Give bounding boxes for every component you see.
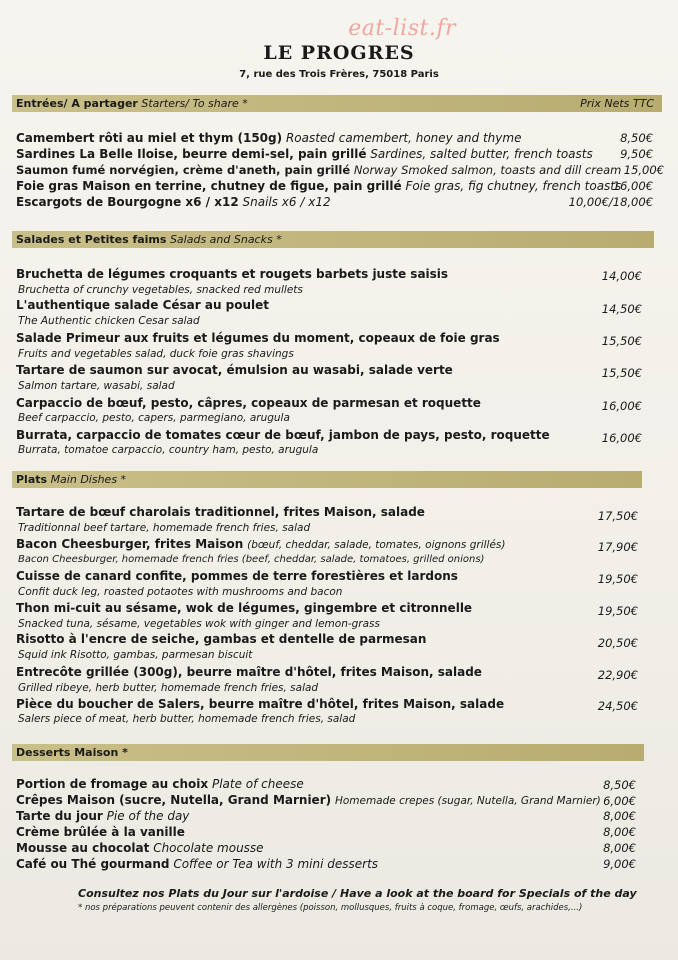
menu-item: Thon mi-cuit au sésame, wok de légumes, gingembre et citronnelle (16, 601, 473, 615)
item-price: 16,00€ (612, 179, 653, 193)
item-price: 19,50€ (597, 572, 638, 586)
menu-item: Tartare de bœuf charolais traditionnel, frites Maison, salade (16, 505, 425, 519)
menu-item: Crêpes Maison (sucre, Nutella, Grand Marnier) Homemade crepes (sugar, Nutella, Grand Marnier) (16, 793, 601, 807)
item-translation: Traditionnal beef tartare, homemade french fries, salad (18, 522, 311, 534)
watermark: eat-list.fr (348, 16, 456, 41)
menu-item: Pièce du boucher de Salers, beurre maître d'hôtel, frites Maison, salade (16, 697, 505, 711)
section-title-fr: Desserts Maison * (16, 746, 128, 759)
section-title-fr: Plats (16, 473, 48, 486)
item-price: 17,90€ (597, 540, 638, 554)
price-note: Prix Nets TTC (580, 97, 654, 110)
menu-item: Bacon Cheesburger, frites Maison (bœuf, cheddar, salade, tomates, oignons grillés) (16, 537, 506, 551)
item-price: 16,00€ (601, 431, 642, 445)
item-price: 6,00€ (603, 794, 636, 808)
section-header-starters (12, 95, 662, 112)
item-translation: Snacked tuna, sésame, vegetables wok with ginger and lemon-grass (18, 618, 380, 630)
menu-item: Carpaccio de bœuf, pesto, câpres, copeaux de parmesan et roquette (16, 396, 481, 410)
section-title-en: Salads and Snacks * (169, 233, 282, 246)
menu-item: Bruchetta de légumes croquants et rougets barbets juste saisis (16, 267, 449, 281)
menu-item: Camembert rôti au miel et thym (150g) Roasted camembert, honey and thyme (16, 131, 522, 145)
section-title-fr: Salades et Petites faims (16, 233, 167, 246)
item-price: 16,00€ (601, 399, 642, 413)
menu-item: L'authentique salade César au poulet (16, 298, 270, 312)
item-translation: Fruits and vegetables salad, duck foie gras shavings (18, 348, 294, 360)
section-title-en: Main Dishes * (50, 473, 127, 486)
menu-item: Salade Primeur aux fruits et légumes du moment, copeaux de foie gras (16, 331, 500, 345)
item-price: 24,50€ (597, 699, 638, 713)
item-price: 15,50€ (601, 334, 642, 348)
item-translation: The Authentic chicken Cesar salad (18, 315, 200, 327)
menu-item: Tarte du jour Pie of the day (16, 809, 190, 823)
menu-item: Burrata, carpaccio de tomates cœur de bœuf, jambon de pays, pesto, roquette (16, 428, 550, 442)
item-price: 20,50€ (597, 636, 638, 650)
menu-item: Café ou Thé gourmand Coffee or Tea with 3 mini desserts (16, 857, 379, 871)
restaurant-address: 7, rue des Trois Frères, 75018 Paris (239, 69, 439, 80)
section-header-salads (12, 231, 654, 248)
item-translation: Confit duck leg, roasted potaotes with mushrooms and bacon (18, 586, 343, 598)
item-translation: Bacon Cheesburger, homemade french fries (beef, cheddar, salade, tomatoes, grilled onions) (18, 554, 485, 565)
specials-note: Consultez nos Plats du Jour sur l'ardoise / Have a look at the board for Specials of the day (78, 887, 637, 900)
item-price: 8,00€ (603, 825, 636, 839)
item-translation: Grilled ribeye, herb butter, homemade french fries, salad (18, 682, 319, 694)
menu-item: Crème brûlée à la vanille (16, 825, 185, 839)
section-title-fr: Entrées/ A partager (16, 97, 138, 110)
menu-item: Entrecôte grillée (300g), beurre maître d'hôtel, frites Maison, salade (16, 665, 482, 679)
item-translation: Salmon tartare, wasabi, salad (18, 380, 175, 392)
item-price: 8,50€ (620, 131, 653, 145)
menu-item: Escargots de Bourgogne x6 / x12 Snails x6 / x12 (16, 195, 331, 209)
item-translation: Bruchetta of crunchy vegetables, snacked red mullets (18, 284, 303, 296)
item-translation: Salers piece of meat, herb butter, homemade french fries, salad (18, 713, 356, 725)
menu-item: Cuisse de canard confite, pommes de terre forestières et lardons (16, 569, 458, 583)
item-price: 19,50€ (597, 604, 638, 618)
item-price: 15,00€ (623, 163, 664, 177)
item-translation: Beef carpaccio, pesto, capers, parmegiano, arugula (18, 412, 290, 424)
allergen-note: * nos préparations peuvent contenir des allergènes (poisson, mollusques, fruits à coque, fromage, œufs, arachides,...) (78, 903, 583, 913)
menu-item: Portion de fromage au choix Plate of cheese (16, 777, 304, 791)
menu-item: Mousse au chocolat Chocolate mousse (16, 841, 264, 855)
menu-item: Tartare de saumon sur avocat, émulsion au wasabi, salade verte (16, 363, 453, 377)
section-header-desserts (12, 744, 644, 761)
item-price: 9,50€ (620, 147, 653, 161)
item-price: 14,50€ (601, 302, 642, 316)
item-price: 22,90€ (597, 668, 638, 682)
item-price: 8,50€ (603, 778, 636, 792)
item-translation: Squid ink Risotto, gambas, parmesan biscuit (18, 649, 253, 661)
item-price: 15,50€ (601, 366, 642, 380)
menu-item: Foie gras Maison en terrine, chutney de figue, pain grillé Foie gras, fig chutney, french toasts (16, 179, 622, 193)
item-price: 9,00€ (603, 857, 636, 871)
menu-item: Risotto à l'encre de seiche, gambas et dentelle de parmesan (16, 632, 427, 646)
item-price: 17,50€ (597, 509, 638, 523)
item-price: 14,00€ (601, 269, 642, 283)
section-title-en: Starters/ To share * (141, 97, 248, 110)
item-price: 8,00€ (603, 809, 636, 823)
menu-item: Sardines La Belle Iloise, beurre demi-sel, pain grillé Sardines, salted butter, french toasts (16, 147, 593, 161)
section-header-main-dishes (12, 471, 642, 488)
item-price: 8,00€ (603, 841, 636, 855)
restaurant-name: LE PROGRES (263, 42, 415, 64)
menu-item: Saumon fumé norvégien, crème d'aneth, pain grillé Norway Smoked salmon, toasts and dill cream (16, 163, 622, 177)
item-price: 10,00€/18,00€ (568, 195, 653, 209)
item-translation: Burrata, tomatoe carpaccio, country ham, pesto, arugula (18, 444, 319, 456)
